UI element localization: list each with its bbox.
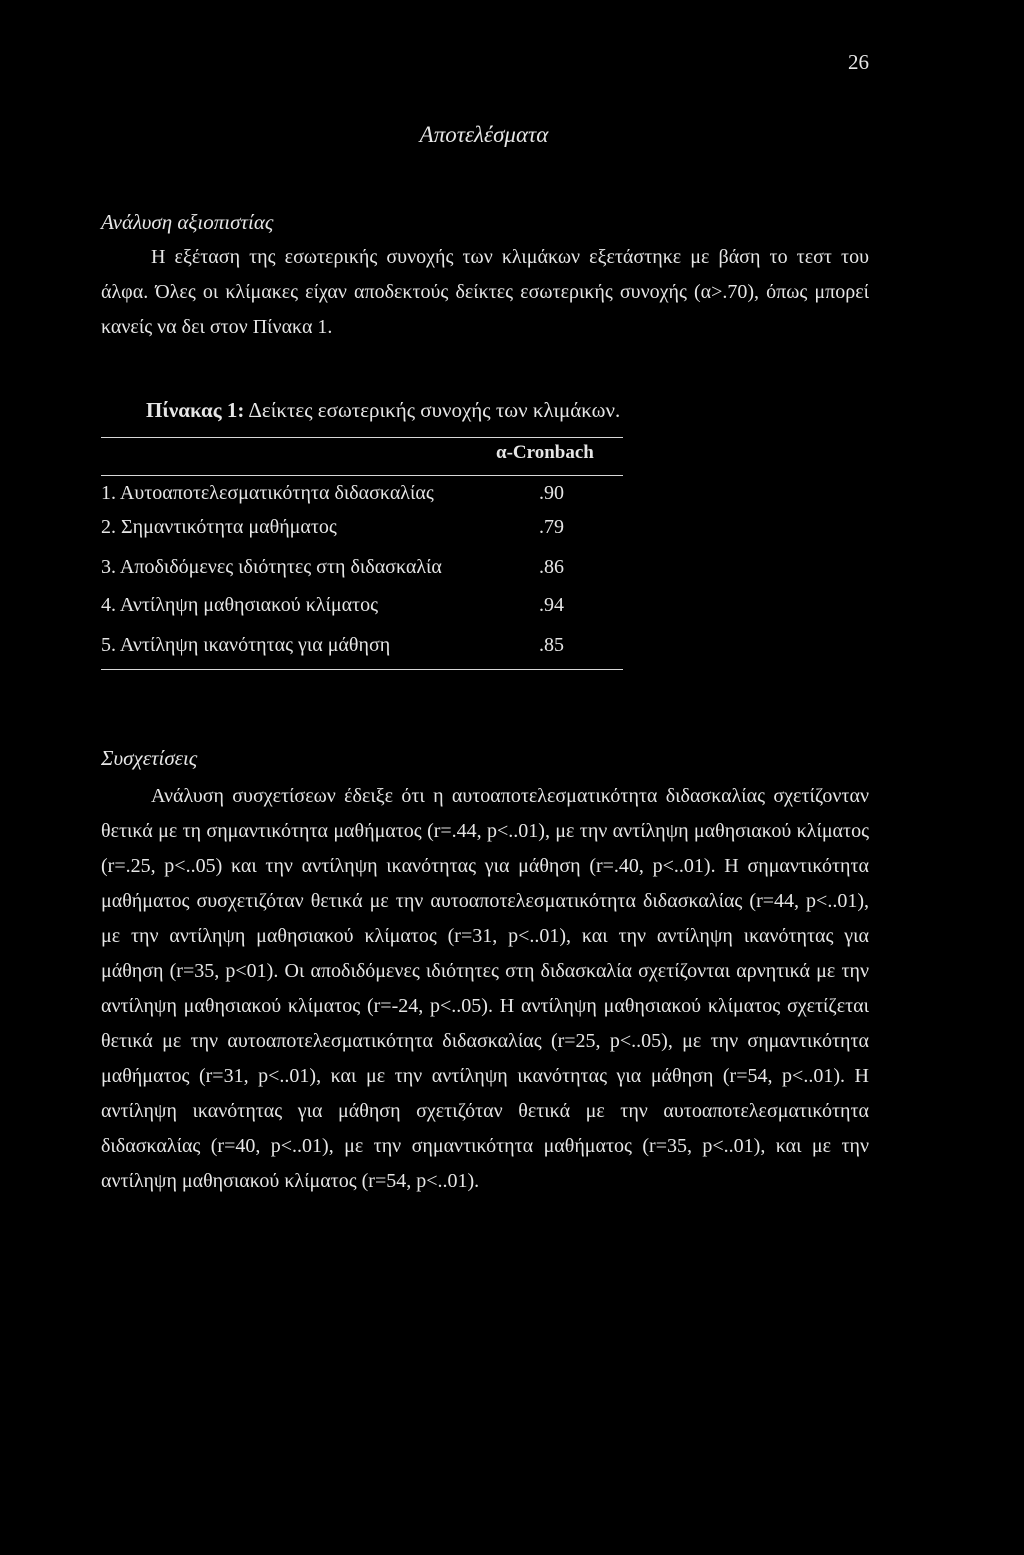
reliability-paragraph: Η εξέταση της εσωτερικής συνοχής των κλιμάκων εξετάστηκε με βάση το τεστ του άλφα. Όλες οι κλίμακες είχαν αποδεκτούς δείκτες εσωτερικής συνοχής (α>.70), όπως μπορεί κανείς να δει στον Πίνακα 1. [101, 246, 869, 338]
table-row [101, 634, 623, 668]
table-row [101, 556, 623, 590]
row-value: .86 [539, 556, 564, 578]
row-label: 4. Αντίληψη μαθησιακού κλίματος [101, 594, 379, 616]
row-value: .79 [539, 516, 564, 538]
page-number: 26 [848, 50, 869, 74]
table-caption [146, 398, 620, 423]
section-title: Αποτελέσματα [419, 122, 549, 147]
reliability-heading: Ανάλυση αξιοπιστίας [101, 210, 274, 234]
correlations-heading: Συσχετίσεις [101, 746, 198, 770]
table-row [101, 594, 623, 628]
table-row [101, 516, 623, 550]
correlations-paragraph: Ανάλυση συσχετίσεων έδειξε ότι η αυτοαποτελεσματικότητα διδασκαλίας σχετίζονταν θετικά με τη σημαντικότητα μαθήματος (r=.44, p<..01), με την αντίληψη μαθησιακού κλίματος (r=.25, p<..05) και την αντίληψη ικανότητας για μάθηση (r=.40, p<..01). Η σημαντικότητα μαθήματος συσχετιζόταν θετικά με την αυτοαποτελεσματικότητα διδασκαλίας (r=44, p<..01), με την αντίληψη μαθησιακού κλίματος (r=31, p<..01), και την αντίληψη ικανότητας για μάθηση (r=35, p<01). Οι αποδιδόμενες ιδιότητες στη διδασκαλία σχετίζονται αρνητικά με την αντίληψη μαθησιακού κλίματος (r=-24, p<..05). Η αντίληψη μαθησιακού κλίματος σχετίζεται θετικά με την αυτοαποτελεσματικότητα διδασκαλίας (r=25, p<..05), με την σημαντικότητα μαθήματος (r=31, p<..01), και με την αντίληψη ικανότητας για μάθηση (r=54, p<..01). Η αντίληψη ικανότητας για μάθηση σχετιζόταν θετικά με την αυτοαποτελεσματικότητα διδασκαλίας (r=40, p<..01), με την σημαντικότητα μαθήματος (r=35, p<..01), και με την αντίληψη μαθησιακού κλίματος (r=54, p<..01). [101, 785, 869, 1192]
row-label: 2. Σημαντικότητα μαθήματος [101, 516, 337, 538]
table-caption-number: Πίνακας 1: [146, 398, 245, 422]
table-top-rule [101, 437, 623, 438]
table-caption-text: Δείκτες εσωτερικής συνοχής των κλιμάκων. [248, 398, 621, 422]
row-value: .90 [539, 482, 564, 504]
table-header-rule [101, 475, 623, 476]
row-value: .85 [539, 634, 564, 656]
row-value: .94 [539, 594, 564, 616]
row-label: 3. Αποδιδόμενες ιδιότητες στη διδασκαλία [101, 556, 442, 578]
table-row [101, 482, 623, 516]
table-bottom-rule [101, 669, 623, 670]
row-label: 1. Αυτοαποτελεσματικότητα διδασκαλίας [101, 482, 434, 504]
column-header-cronbach: α-Cronbach [496, 442, 594, 463]
row-label: 5. Αντίληψη ικανότητας για μάθηση [101, 634, 391, 656]
